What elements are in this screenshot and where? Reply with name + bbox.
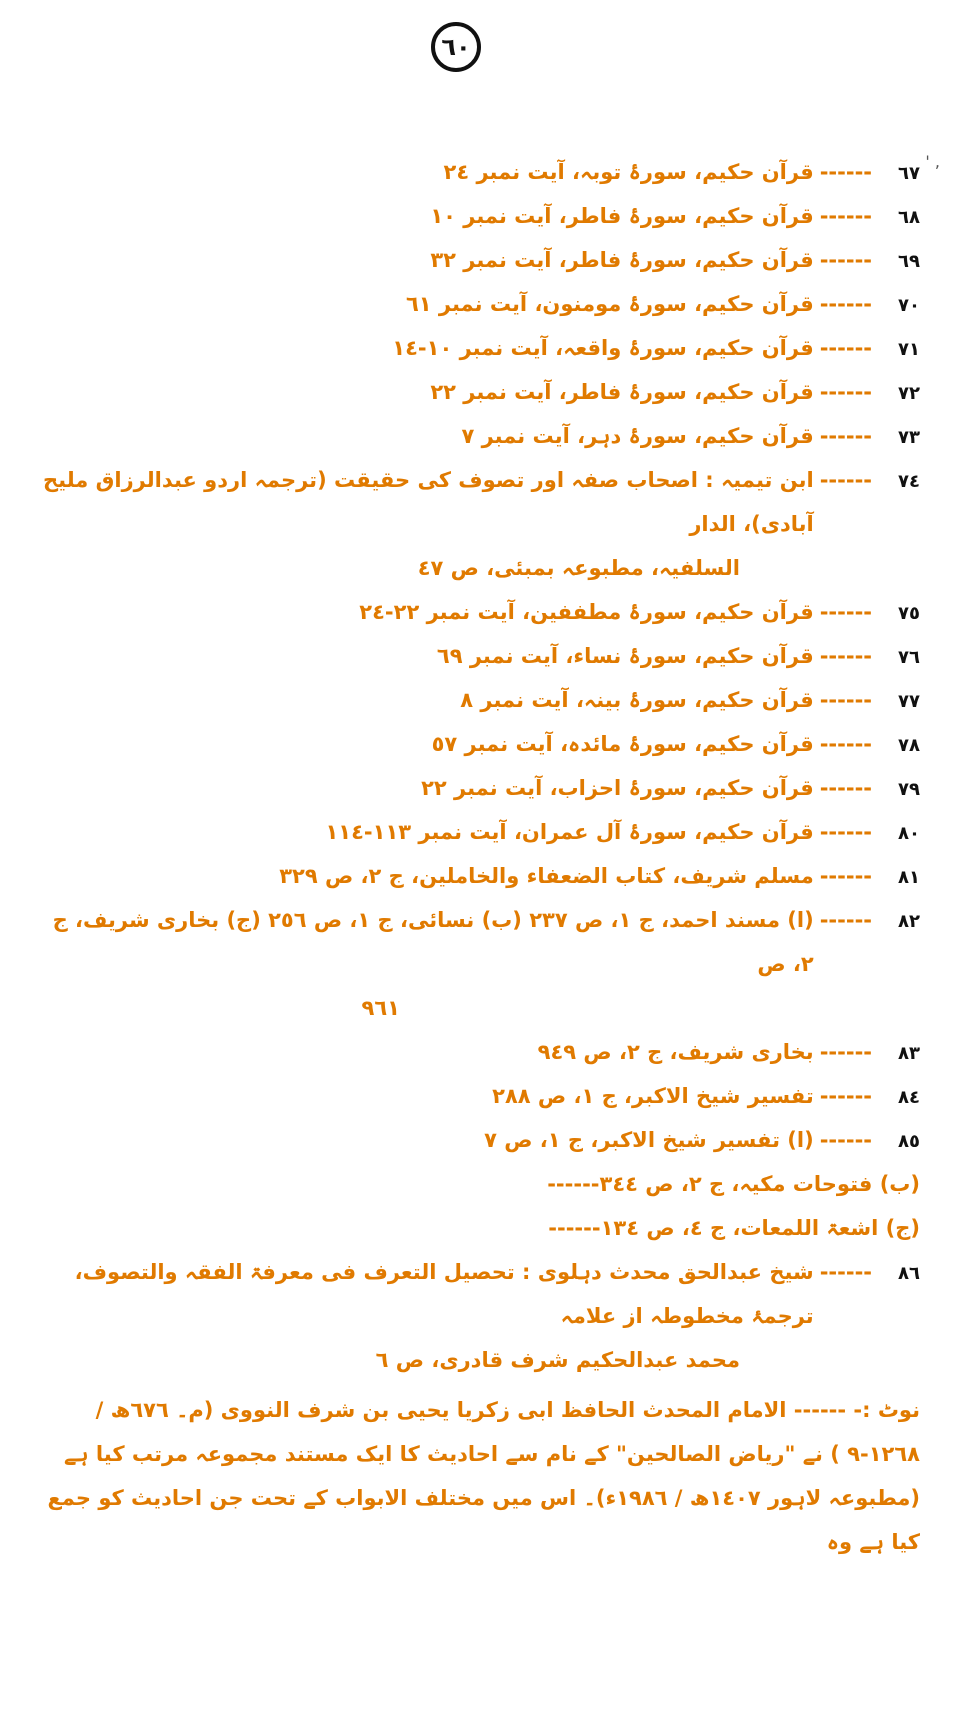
endnote-text: قرآن حکیم، سورۂ مومنون، آیت نمبر ٦١	[405, 292, 814, 316]
endnote-number: ٧٨	[898, 735, 920, 756]
endnote-dash: ------	[819, 688, 872, 712]
endnote-dash: ------	[819, 160, 872, 184]
endnote	[40, 194, 920, 238]
endnote-number: ٨٢	[898, 911, 920, 932]
endnote	[40, 634, 920, 678]
endnote	[40, 854, 920, 898]
endnote-text: قرآن حکیم، سورۂ مائدہ، آیت نمبر ٥٧	[431, 732, 814, 756]
endnote-sub-item	[40, 1162, 920, 1206]
endnote-dash: ------	[819, 204, 872, 228]
endnote-text: قرآن حکیم، سورۂ فاطر، آیت نمبر ١٠	[430, 204, 814, 228]
endnote-86	[40, 1250, 920, 1338]
endnote-number: ٧٩	[898, 779, 920, 800]
endnote	[40, 1074, 920, 1118]
sub-item-text: (ج) اشعۃ اللمعات، ج ٤، ص ١٣٤	[600, 1216, 920, 1240]
endnote-text: قرآن حکیم، سورۂ نساء، آیت نمبر ٦٩	[436, 644, 814, 668]
endnote-dash: ------	[819, 380, 872, 404]
endnote-number: ٨٤	[898, 1087, 920, 1108]
endnote-text: قرآن حکیم، سورۂ فاطر، آیت نمبر ٢٢	[430, 380, 814, 404]
endnote	[40, 370, 920, 414]
endnote	[40, 1030, 920, 1074]
endnote-number: ٧٥	[898, 603, 920, 624]
endnote-number: ٧٤	[898, 471, 920, 492]
endnote-dash: ------	[819, 864, 872, 888]
endnote-dash: ------	[819, 1260, 872, 1284]
endnote-dash: ------	[819, 468, 872, 492]
endnote-number: ٧٢	[898, 383, 920, 404]
endnote-text: قرآن حکیم، سورۂ توبہ، آیت نمبر ٢٤	[443, 160, 814, 184]
endnote-number: ٧٦	[898, 647, 920, 668]
endnote	[40, 678, 920, 722]
endnote-dash: ------	[819, 1040, 872, 1064]
endnote-text: قرآن حکیم، سورۂ مطففین، آیت نمبر ٢٢-٢٤	[359, 600, 814, 624]
endnote-continuation: السلفیہ، مطبوعہ بمبئی، ص ٤٧	[417, 556, 740, 580]
sub-item-dash: ------	[548, 1216, 601, 1240]
endnote-number: ٦٨	[898, 207, 920, 228]
endnote	[40, 1118, 920, 1162]
endnote-number: ٧١	[898, 339, 920, 360]
endnote-text: (ا) تفسیر شیخ الاکبر، ج ١، ص ٧	[484, 1128, 814, 1152]
endnote	[40, 458, 920, 546]
endnote-number: ٧٣	[898, 427, 920, 448]
endnote	[40, 766, 920, 810]
endnote-number: ٧٧	[898, 691, 920, 712]
endnotes-page	[40, 150, 920, 1564]
endnote-dash: ------	[819, 1084, 872, 1108]
endnote	[40, 326, 920, 370]
note-85-sub-items	[40, 1162, 920, 1250]
endnote-dash: ------	[819, 908, 872, 932]
endnote	[40, 898, 920, 986]
endnote-dash: ------	[819, 600, 872, 624]
endnote-sub-item	[40, 1206, 920, 1250]
endnote-dash: ------	[819, 1128, 872, 1152]
endnote-dash: ------	[819, 248, 872, 272]
endnote-number: ٦٩	[898, 251, 920, 272]
endnote-dash: ------	[819, 292, 872, 316]
endnote-text: شیخ عبدالحق محدث دہلوی : تحصیل التعرف فی معرفۃ الفقہ والتصوف، ترجمۂ مخطوطہ از علامہ	[74, 1260, 814, 1328]
endnote-number: ٨١	[898, 867, 920, 888]
endnote	[40, 810, 920, 854]
endnote-number: ٧٠	[898, 295, 920, 316]
margin-tick-mark: ' ,	[925, 152, 940, 171]
endnote-dash: ------	[819, 644, 872, 668]
endnotes-list	[40, 150, 920, 1162]
endnote-text: تفسیر شیخ الاکبر، ج ١، ص ٢٨٨	[492, 1084, 814, 1108]
endnote-text: (ا) مسند احمد، ج ١، ص ٢٣٧ (ب) نسائی، ج ١، ص ٢٥٦ (ج) بخاری شریف، ج ٢، ص	[52, 908, 814, 976]
endnote	[40, 150, 920, 194]
endnote-86-continuation: محمد عبدالحکیم شرف قادری، ص ٦	[375, 1348, 740, 1372]
endnote-number: ٨٣	[898, 1043, 920, 1064]
footnote-text: الامام المحدث الحافظ ابی زکریا یحیی بن شرف النووی (م۔ ٦٧٦ھ / ١٢٦٨-٩ ) نے "ریاض الصالحین" کے نام سے احادیث کا ایک مستند مجموعہ مرتب کیا ہے (مطبوعہ لاہور ١٤٠٧ھ / ١٩٨٦ء)۔ اس میں مختلف الابواب کے تحت جن احادیث کو جمع کیا ہے وہ	[47, 1398, 920, 1554]
endnote	[40, 722, 920, 766]
endnote-text: قرآن حکیم، سورۂ بینہ، آیت نمبر ٨	[460, 688, 814, 712]
endnote-text: ابن تیمیہ : اصحاب صفہ اور تصوف کی حقیقت (ترجمہ اردو عبدالرزاق ملیح آبادی)، الدار	[43, 468, 814, 536]
endnote-number: ٦٧	[898, 163, 920, 184]
footnote	[40, 1388, 920, 1564]
endnote-number: ٨٦	[898, 1263, 920, 1284]
endnote	[40, 238, 920, 282]
endnote-text: مسلم شریف، کتاب الضعفاء والخاملین، ج ٢، ص ٣٢٩	[279, 864, 814, 888]
sub-item-text: (ب) فتوحات مکیہ، ج ٢، ص ٣٤٤	[599, 1172, 920, 1196]
endnote-continuation: ٩٦١	[361, 996, 400, 1020]
endnote-dash: ------	[819, 820, 872, 844]
endnote	[40, 590, 920, 634]
endnote-text: قرآن حکیم، سورۂ فاطر، آیت نمبر ٣٢	[430, 248, 814, 272]
sub-item-dash: ------	[547, 1172, 600, 1196]
footnote-dash: ------	[793, 1398, 847, 1422]
endnote-number: ٨٥	[898, 1131, 920, 1152]
endnote-dash: ------	[819, 424, 872, 448]
footnote-label: نوٹ :-	[853, 1398, 920, 1422]
endnote-text: قرآن حکیم، سورۂ آل عمران، آیت نمبر ١١٣-١١٤	[325, 820, 814, 844]
endnote	[40, 282, 920, 326]
endnote-dash: ------	[819, 732, 872, 756]
page-number: ٦٠	[431, 22, 481, 72]
endnote	[40, 414, 920, 458]
endnote-dash: ------	[819, 336, 872, 360]
endnote-text: قرآن حکیم، سورۂ واقعہ، آیت نمبر ١٠-١٤	[392, 336, 814, 360]
endnote-number: ٨٠	[898, 823, 920, 844]
endnote-text: قرآن حکیم، سورۂ احزاب، آیت نمبر ٢٢	[421, 776, 814, 800]
endnote-text: قرآن حکیم، سورۂ دہر، آیت نمبر ٧	[461, 424, 814, 448]
endnote-dash: ------	[819, 776, 872, 800]
endnote-text: بخاری شریف، ج ٢، ص ٩٤٩	[537, 1040, 814, 1064]
